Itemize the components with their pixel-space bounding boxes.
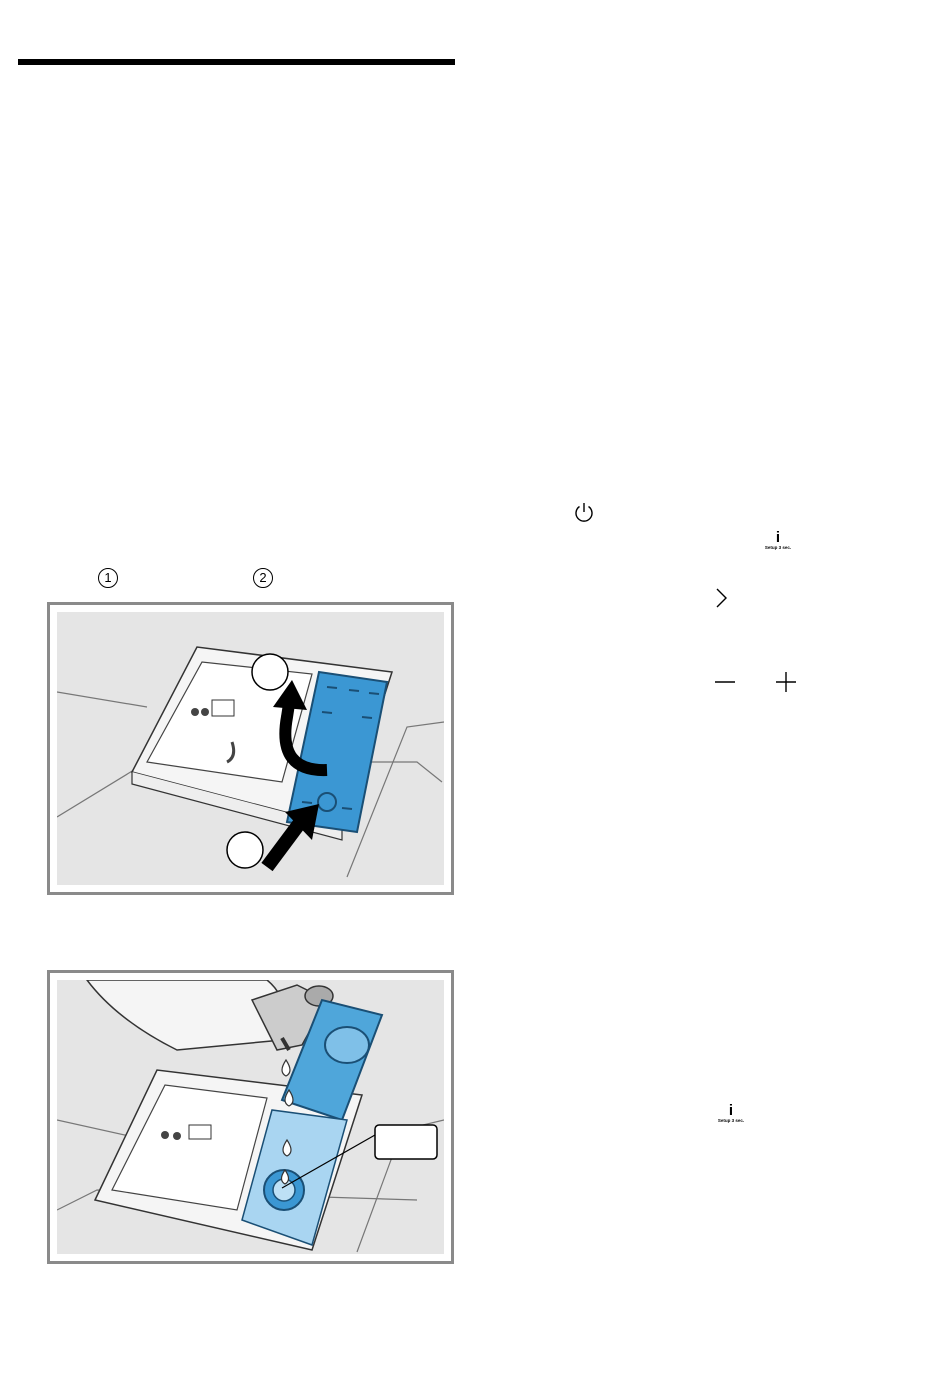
step-marker-1: 1 (98, 568, 118, 588)
power-icon (573, 501, 595, 523)
info-icon: i (775, 529, 781, 546)
section-rule (18, 59, 455, 65)
info-button-caption: Setup 3 sec. (764, 545, 792, 550)
minus-icon (713, 672, 737, 692)
info-button-2 (711, 1103, 751, 1124)
info-icon-2: i (728, 1102, 734, 1119)
dispenser-illustration (57, 612, 444, 885)
figure-fill-rinse-aid (47, 970, 454, 1264)
step-marker-2: 2 (253, 568, 273, 588)
info-button (758, 530, 798, 551)
plus-icon (774, 670, 798, 694)
rinse-aid-fill-illustration (57, 980, 444, 1254)
info-button-caption-2: Setup 3 sec. (717, 1118, 745, 1123)
chevron-right-icon (711, 587, 731, 609)
figure-open-dispenser (47, 602, 454, 895)
